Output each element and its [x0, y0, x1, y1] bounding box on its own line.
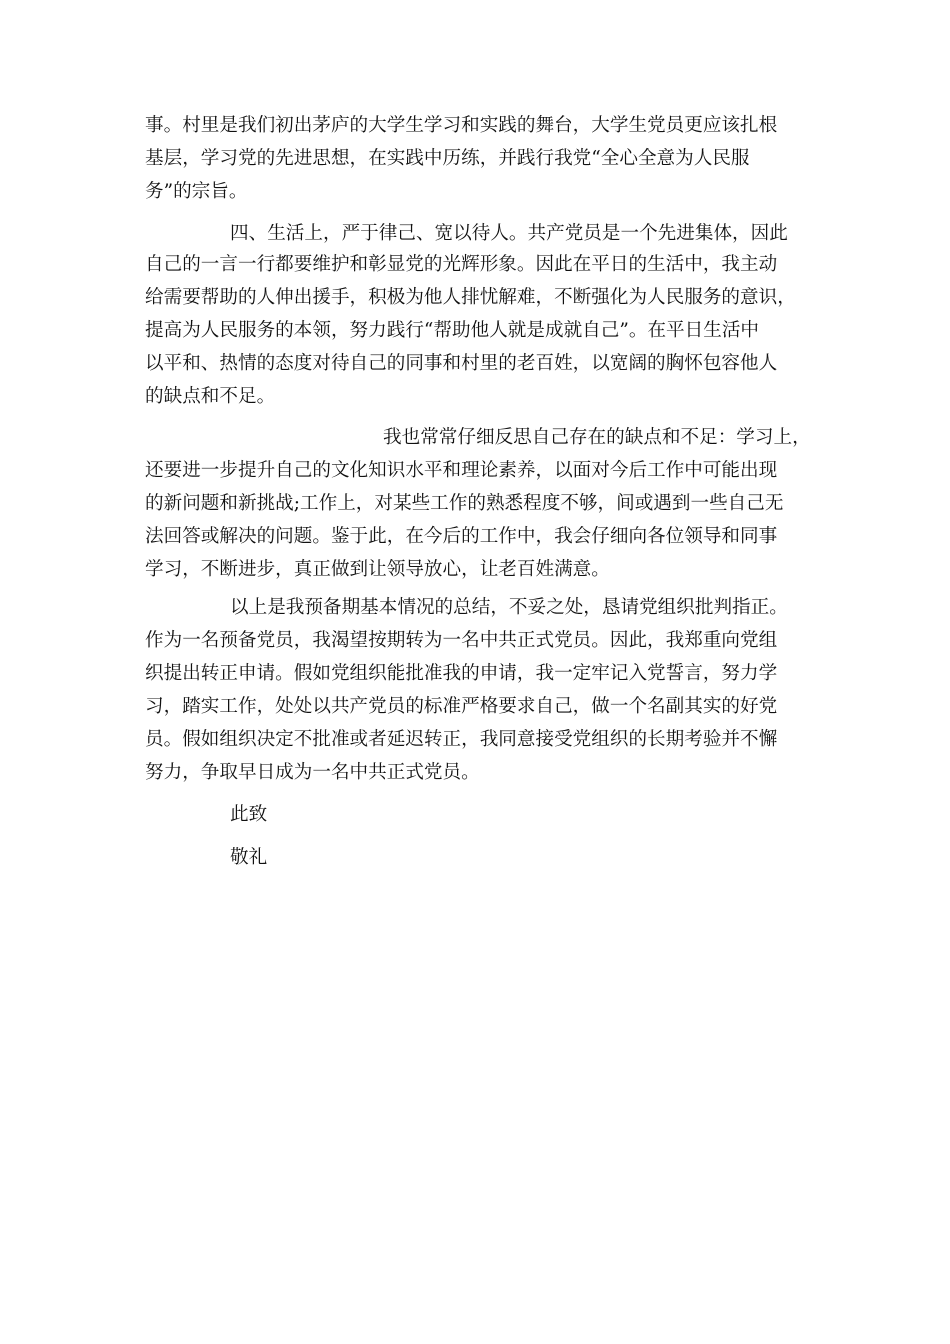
paragraph-line: 习，踏实工作，处处以共产党员的标准严格要求自己，做一个名副其实的好党 — [145, 696, 778, 717]
paragraph-line: 的缺点和不足。 — [145, 386, 276, 407]
paragraph-line: 自己的一言一行都要维护和彰显党的光辉形象。因此在平日的生活中，我主动 — [145, 254, 778, 275]
paragraph-line: 还要进一步提升自己的文化知识水平和理论素养，以面对今后工作中可能出现 — [145, 460, 778, 481]
paragraph-line: 法回答或解决的问题。鉴于此，在今后的工作中，我会仔细向各位领导和同事 — [145, 526, 778, 547]
paragraph-line: 的新问题和新挑战;工作上，对某些工作的熟悉程度不够，间或遇到一些自己无 — [145, 493, 784, 514]
paragraph-line: 以平和、热情的态度对待自己的同事和村里的老百姓，以宽阔的胸怀包容他人 — [145, 353, 778, 374]
paragraph-line: 以上是我预备期基本情况的总结，不妥之处，恳请党组织批判指正。 — [230, 597, 788, 618]
paragraph-line: 基层，学习党的先进思想，在实践中历练，并践行我党“全心全意为人民服 — [145, 148, 750, 169]
paragraph-line: 事。村里是我们初出茅庐的大学生学习和实践的舞台，大学生党员更应该扎根 — [145, 115, 778, 136]
paragraph-line: 给需要帮助的人伸出援手，积极为他人排忧解难，不断强化为人民服务的意识， — [145, 287, 796, 308]
paragraph-line: 织提出转正申请。假如党组织能批准我的申请，我一定牢记入党誓言，努力学 — [145, 663, 778, 684]
paragraph-line: 我也常常仔细反思自己存在的缺点和不足：学习上， — [383, 427, 811, 448]
paragraph-line: 四、生活上，严于律己、宽以待人。共产党员是一个先进集体，因此 — [230, 223, 788, 244]
paragraph-line: 努力，争取早日成为一名中共正式党员。 — [145, 762, 480, 783]
paragraph-line: 学习，不断进步，真正做到让领导放心，让老百姓满意。 — [145, 559, 610, 580]
closing-line: 此致 — [230, 804, 268, 825]
closing-line: 敬礼 — [230, 847, 268, 868]
paragraph-line: 提高为人民服务的本领，努力践行“帮助他人就是成就自己”。在平日生活中 — [145, 320, 760, 341]
paragraph-line: 务”的宗旨。 — [145, 181, 248, 202]
paragraph-line: 员。假如组织决定不批准或者延迟转正，我同意接受党组织的长期考验并不懈 — [145, 729, 778, 750]
paragraph-line: 作为一名预备党员，我渴望按期转为一名中共正式党员。因此，我郑重向党组 — [145, 630, 778, 651]
